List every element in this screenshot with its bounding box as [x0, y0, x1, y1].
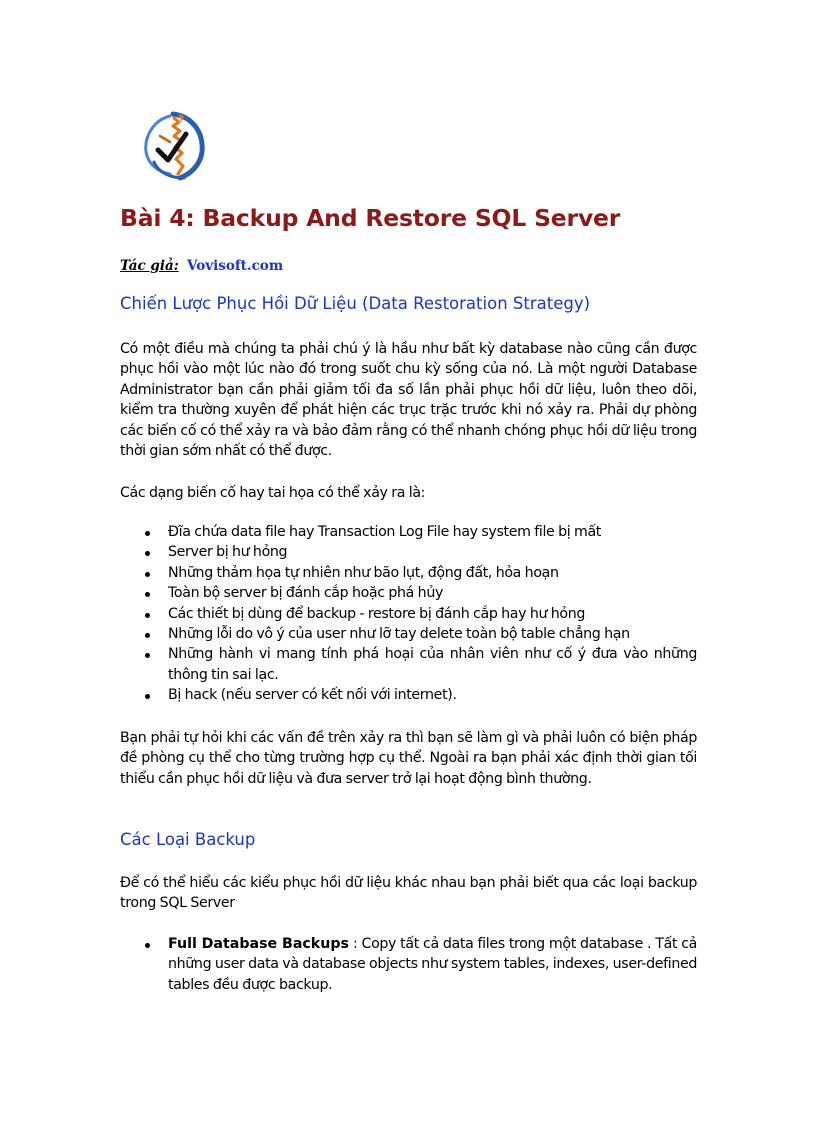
- list-item-text: Những hành vi mang tính phá hoại của nhân viên như cố ý đưa vào những thông tin sai lạc.: [168, 646, 697, 683]
- backup-types-list: [118, 934, 697, 995]
- list-item-text: Những lỗi do vô ý của user như lỡ tay delete toàn bộ table chẳng hạn: [168, 626, 630, 643]
- author-name: Vovisoft.com: [187, 258, 284, 274]
- paragraph-backup-intro: Để có thể hiểu các kiểu phục hồi dữ liệu khác nhau bạn phải biết qua các loại backup trong SQL Server: [120, 875, 697, 912]
- list-item-text: Bị hack (nếu server có kết nối với internet).: [168, 687, 457, 704]
- list-item: [118, 583, 697, 603]
- bullet-icon: [145, 943, 150, 948]
- bullet-icon: [145, 613, 150, 618]
- paragraph-disaster-types: Các dạng biến cố hay tai họa có thể xảy ra là:: [120, 485, 426, 501]
- paragraph-intro: Có một điều mà chúng ta phải chú ý là hầu như bất kỳ database nào cũng cần được phục hồi vào một lúc nào đó trong suốt chu kỳ sống của nó. Là một người Database Administrator bạn cần phải giảm tối đa số lần phải phục hồi dữ liệu, luôn theo dõi, kiểm tra thường xuyên để phát hiện các trục trặc trước khi nó xảy ra. Phải dự phòng các biến cố có thể xảy ra và bảo đảm rằng có thể nhanh chóng phục hồi dữ liệu trong thời gian sớm nhất có thể được.: [120, 341, 697, 460]
- list-item-text: Những thảm họa tự nhiên như bão lụt, động đất, hỏa hoạn: [168, 564, 559, 581]
- bullet-icon: [145, 633, 150, 638]
- bullet-icon: [145, 551, 150, 556]
- list-item: [118, 624, 697, 644]
- list-item: [118, 644, 697, 685]
- disaster-list: [118, 522, 697, 706]
- page-title: Bài 4: Backup And Restore SQL Server: [120, 204, 621, 232]
- list-item-text: Toàn bộ server bị đánh cắp hoặc phá hủy: [168, 585, 444, 602]
- list-item-text: Các thiết bị dùng để backup - restore bị đánh cắp hay hư hỏng: [168, 605, 586, 622]
- author-logo-icon: [140, 108, 210, 184]
- list-item: [118, 563, 697, 583]
- section-heading-restoration: Chiến Lược Phục Hồi Dữ Liệu (Data Restoration Strategy): [120, 294, 591, 313]
- list-item: [118, 685, 697, 705]
- author-line: [120, 258, 283, 274]
- bullet-icon: [145, 531, 150, 536]
- bullet-icon: [145, 572, 150, 577]
- section-heading-backup-types: Các Loại Backup: [120, 830, 256, 849]
- list-item-text: Server bị hư hỏng: [168, 544, 288, 561]
- paragraph-prevention: Bạn phải tự hỏi khi các vấn đề trên xảy ra thì bạn sẽ làm gì và phải luôn có biện pháp đề phòng cụ thể cho từng trường hợp cụ thể. Ngoài ra bạn phải xác định thời gian tối thiểu cần phục hồi dữ liệu và đưa server trở lại hoạt động bình thường.: [120, 730, 697, 787]
- backup-type-description: : Copy tất cả data files trong một database . Tất cả những user data và database objects như system tables, indexes, user-defined tables đều được backup.: [168, 936, 698, 993]
- bullet-icon: [145, 653, 150, 658]
- list-item-text: Đĩa chứa data file hay Transaction Log File hay system file bị mất: [168, 524, 602, 540]
- backup-type-term: Full Database Backups: [168, 936, 349, 952]
- list-item: [118, 934, 697, 995]
- bullet-icon: [145, 694, 150, 699]
- bullet-icon: [145, 592, 150, 597]
- list-item: [118, 542, 697, 562]
- list-item: [118, 522, 697, 542]
- list-item: [118, 604, 697, 624]
- author-label: Tác giả:: [120, 258, 179, 274]
